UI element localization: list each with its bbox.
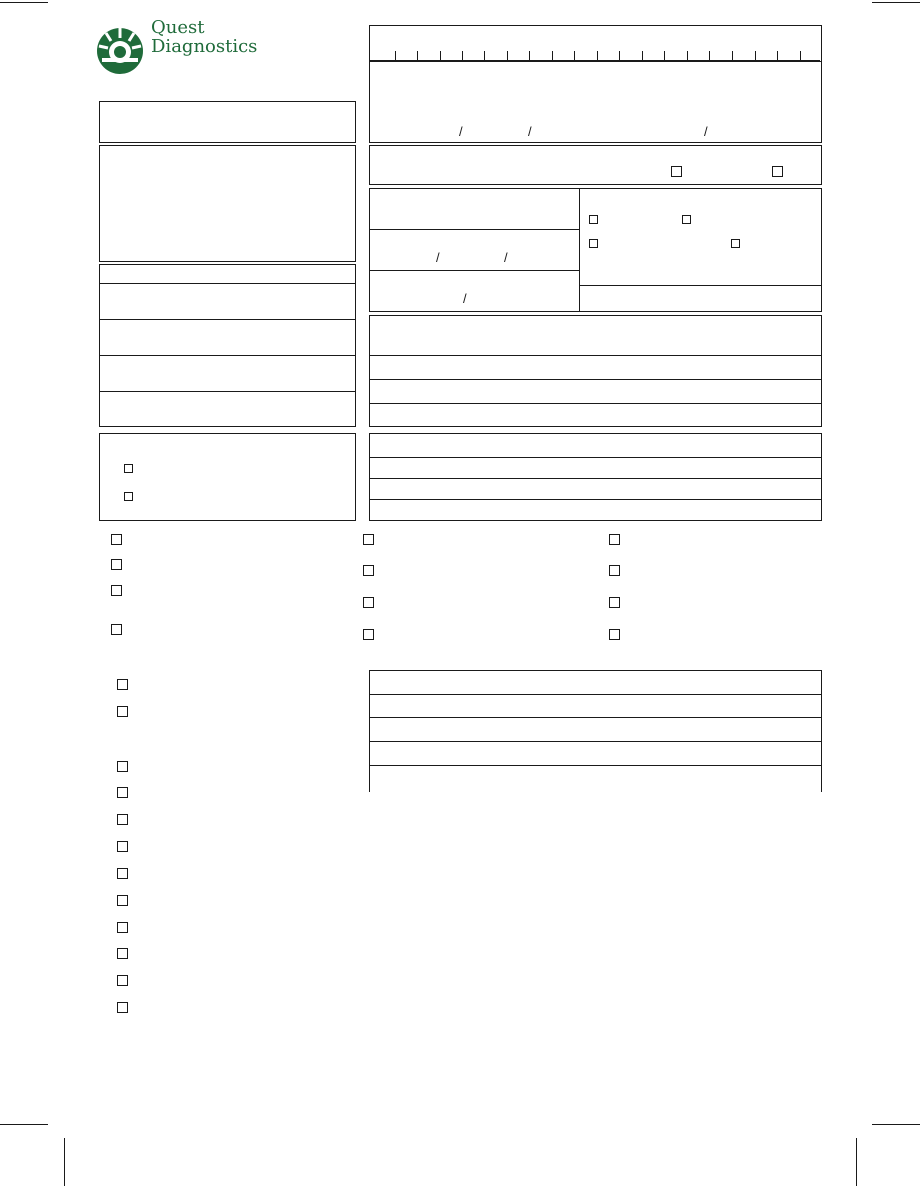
field-divider: [369, 670, 822, 671]
crop-mark: [872, 2, 920, 3]
checkbox[interactable]: [609, 629, 620, 640]
crop-mark: [856, 1138, 857, 1186]
field-group: [369, 315, 822, 427]
field-divider: [99, 355, 356, 356]
checkbox[interactable]: [117, 841, 128, 852]
field-group: [369, 433, 822, 521]
field-divider: [369, 355, 822, 356]
checkbox[interactable]: [117, 975, 128, 986]
checkbox[interactable]: [609, 565, 620, 576]
checkbox[interactable]: [363, 597, 374, 608]
field-box[interactable]: [99, 145, 356, 262]
checkbox[interactable]: [363, 534, 374, 545]
field-box[interactable]: [369, 145, 822, 185]
identifier-divider: [369, 61, 822, 62]
checkbox[interactable]: [589, 239, 598, 248]
checkbox[interactable]: [609, 597, 620, 608]
checkbox[interactable]: [117, 1002, 128, 1013]
date-separator: /: [704, 124, 708, 139]
checkbox[interactable]: [682, 215, 691, 224]
checkbox[interactable]: [124, 464, 133, 473]
checkbox[interactable]: [117, 761, 128, 772]
field-divider: [99, 283, 356, 284]
checkbox[interactable]: [117, 895, 128, 906]
checkbox[interactable]: [363, 629, 374, 640]
checkbox[interactable]: [124, 492, 133, 501]
crop-mark: [64, 1138, 65, 1186]
field-divider: [369, 270, 580, 271]
logo-line-2: Diagnostics: [151, 36, 258, 57]
field-box[interactable]: [99, 101, 356, 143]
field-divider: [369, 403, 822, 404]
field-divider: [369, 457, 822, 458]
date-separator: /: [528, 124, 532, 139]
checkbox[interactable]: [117, 706, 128, 717]
crop-mark: [0, 2, 48, 3]
field-divider: [369, 478, 822, 479]
checkbox[interactable]: [117, 922, 128, 933]
date-separator: /: [459, 124, 463, 139]
field-divider[interactable]: [369, 765, 822, 766]
field-divider: [99, 319, 356, 320]
checkbox[interactable]: [111, 624, 122, 635]
field-divider: [369, 499, 822, 500]
field-border: [821, 670, 822, 792]
checkbox[interactable]: [117, 679, 128, 690]
date-separator: /: [463, 291, 467, 306]
field-divider[interactable]: [369, 741, 822, 742]
checkbox[interactable]: [111, 534, 122, 545]
options-box[interactable]: [99, 433, 356, 521]
checkbox[interactable]: [589, 215, 598, 224]
date-separator: /: [504, 250, 508, 265]
logo-line-1: Quest: [151, 17, 205, 38]
checkbox[interactable]: [117, 787, 128, 798]
identifier-box: [369, 25, 822, 143]
quest-logo-icon: [96, 24, 146, 76]
field-group: [99, 264, 356, 427]
field-divider[interactable]: [369, 717, 822, 718]
checkbox[interactable]: [609, 534, 620, 545]
quest-diagnostics-logo: [96, 17, 258, 76]
checkbox[interactable]: [117, 868, 128, 879]
field-divider: [579, 285, 822, 286]
checkbox[interactable]: [772, 166, 783, 177]
character-ticks[interactable]: [369, 51, 822, 61]
field-divider: [579, 188, 580, 312]
crop-mark: [872, 1124, 920, 1125]
field-divider: [369, 229, 580, 230]
checkbox[interactable]: [363, 565, 374, 576]
field-border: [369, 670, 370, 792]
field-divider[interactable]: [369, 694, 822, 695]
checkbox[interactable]: [111, 585, 122, 596]
crop-mark: [0, 1124, 48, 1125]
field-divider: [99, 391, 356, 392]
date-separator: /: [436, 250, 440, 265]
checkbox[interactable]: [671, 166, 682, 177]
checkbox[interactable]: [117, 948, 128, 959]
checkbox[interactable]: [117, 814, 128, 825]
field-divider: [369, 379, 822, 380]
checkbox[interactable]: [731, 239, 740, 248]
checkbox[interactable]: [111, 559, 122, 570]
